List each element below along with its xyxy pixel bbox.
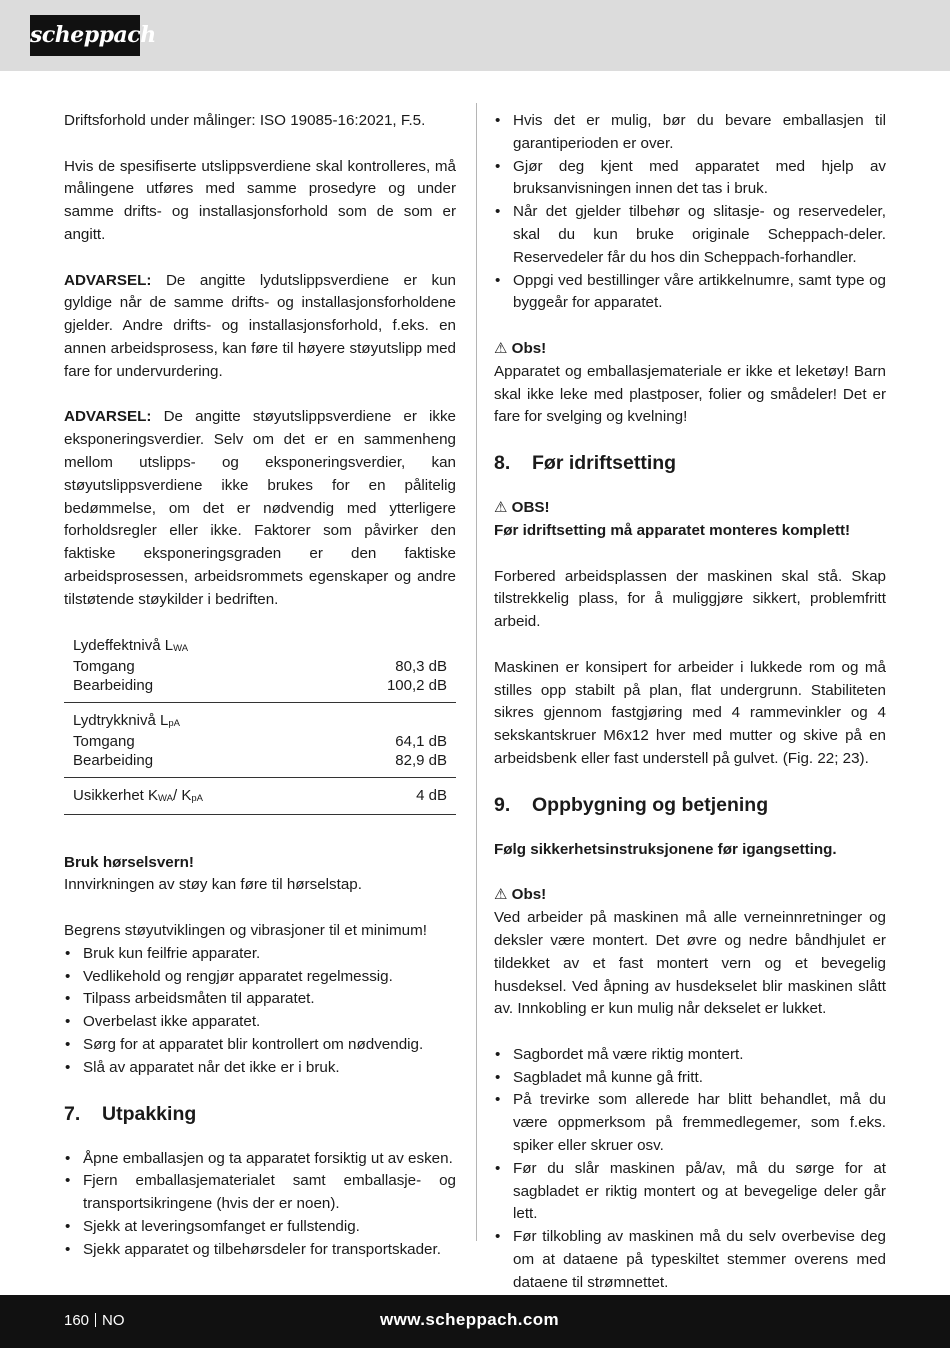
list-item: • Før du slår maskinen på/av, må du sørge for at sagbladet er riktig montert og at bevegelige deler går lett. [494,1158,886,1226]
list-item: • Oppgi ved bestillinger våre artikkelnumre, samt type og byggeår for apparatet. [494,270,886,316]
list-item: • Gjør deg kjent med apparatet med hjelp av bruksanvisningen innen det tas i bruk. [494,156,886,202]
warning-sound-emission: ADVARSEL: De angitte lydutslippsverdiene er kun gyldige når de samme drifts- og installasjonsforholdene gjelder. Andre drifts- og installasjonsforhold, f.eks. en annen arbeidsprosess, kan føre til høyere støyutslipp med fare for undervurdering. [64,271,456,380]
warning-label: ADVARSEL: [64,408,152,426]
table-row: Tomgang 80,3 dB [73,657,447,675]
workplace-paragraph: Forbered arbeidsplassen der maskinen skal stå. Skap tilstrekkelig plass, for å muliggjøre sikkert, problemfritt arbeid. [494,567,886,631]
list-item: • Sagbladet må kunne gå fritt. [494,1067,886,1090]
column-divider [476,103,477,1241]
hearing-protection-heading: Bruk hørselsvern! [64,853,194,871]
table-row: Lydeffektnivå $L_{WA}$ [73,636,189,654]
obs-assembly-warning: Før idriftsetting må apparatet monteres komplett! [494,521,851,539]
list-item: • Åpne emballasjen og ta apparatet forsiktig ut av esken. [64,1148,456,1171]
table-row: Bearbeiding 82,9 dB [64,751,456,778]
list-item: • Sørg for at apparatet blir kontrollert om nødvendig. [64,1034,456,1057]
section-7-heading: 7. Utpakking [64,1102,197,1125]
table-row: Bearbeiding 100,2 dB [64,676,456,703]
operation-checklist [494,1044,886,1295]
list-item: • Sjekk at leveringsomfanget er fullstendig. [64,1216,456,1239]
list-item: • Bruk kun feilfrie apparater. [64,943,456,966]
table-row: Tomgang 64,1 dB [73,732,447,750]
limit-noise-intro: Begrens støyutviklingen og vibrasjoner til et minimum! [64,921,427,939]
warning-label: ADVARSEL: [64,271,152,289]
obs-guard-warning: Ved arbeider på maskinen må alle verneinnretninger og deksler være montert. Det øvre og nedre båndhjulet er tildekket av et fast montert vern og et bevegelig husdeksel. Ved åpning av husdekselet blir maskinen slått av. Innkobling er kun mulig når dekselet er lukket. [494,909,886,1018]
list-item: • Hvis det er mulig, bør du bevare emballasjen til garantiperioden er over. [494,110,886,156]
section-9-heading: 9. Oppbygning og betjening [494,793,769,816]
list-item: • Slå av apparatet når det ikke er i bruk. [64,1057,456,1080]
list-item: • Fjern emballasjematerialet samt emballasje- og transportsikringene (hvis der er noen). [64,1170,456,1216]
list-item: • Overbelast ikke apparatet. [64,1011,456,1034]
table-row: Usikkerhet $K_{WA}/$ $K_{pA}$ 4 dB [64,777,456,814]
list-item: • Tilpass arbeidsmåten til apparatet. [64,988,456,1011]
noise-values-table [64,628,456,815]
installation-paragraph: Maskinen er konsipert for arbeider i lukkede rom og må stilles opp stabilt på plan, flat undergrunn. Stabiliteten sikres gjennom fastgjøring med 4 rammevinkler og 4 sekskantskruer M6x12 hver med mutter og skive på en arbeidsbenk eller fast understell på gulvet. (Fig. 22; 23). [494,658,886,767]
website-link[interactable]: www.scheppach.com [380,1310,560,1329]
separator [95,1313,96,1327]
right-column [494,110,886,1295]
footer-band [0,1295,950,1348]
warning-triangle-icon: ⚠ [494,339,508,357]
safety-instruction-note: Følg sikkerhetsinstruksjonene før igangsetting. [494,840,837,858]
header-band [0,0,950,71]
list-item: • Vedlikehold og rengjør apparatet regelmessig. [64,966,456,989]
scheppach-logo: scheppach [30,15,140,56]
measurement-conditions: Driftsforhold under målinger: ISO 19085-16:2021, F.5. [64,112,426,129]
table-row: Lydtrykknivå $L_{pA}$ [73,711,180,729]
obs-heading: ⚠ OBS! [494,497,886,520]
verification-paragraph: Hvis de spesifiserte utslippsverdiene skal kontrolleres, må målingene utføres med samme prosedyre og under samme drifts- og installasjonsforhold som de som er angitt. [64,157,456,243]
warning-triangle-icon: ⚠ [494,499,508,517]
unpacking-list [64,1148,456,1262]
obs-toy-warning: Apparatet og emballasjemateriale er ikke et leketøy! Barn skal ikke leke med plastposer, folier og smådeler! Det er fare for svelging og kvelning! [494,362,886,426]
hearing-protection-text: Innvirkningen av støy kan føre til hørselstap. [64,876,362,894]
list-item: • På trevirke som allerede har blitt behandlet, må du være oppmerksom på fremmedlegemer, som f.eks. spiker eller skruer osv. [494,1089,886,1157]
list-item: • Når det gjelder tilbehør og slitasje- og reservedeler, skal du kun bruke originale Scheppach-deler. Reservedeler får du hos din Scheppach-forhandler. [494,201,886,269]
obs-heading: ⚠ Obs! [494,884,886,907]
packaging-tips-list [494,110,886,315]
obs-heading: ⚠ Obs! [494,338,886,361]
page-number: 160 NO [64,1312,125,1329]
limit-noise-list [64,943,456,1080]
list-item: • Sjekk apparatet og tilbehørsdeler for transportskader. [64,1239,456,1262]
list-item: • Før tilkobling av maskinen må du selv overbevise deg om at dataene på typeskiltet stemmer overens med dataene til strømnettet. [494,1226,886,1294]
list-item: • Sagbordet må være riktig montert. [494,1044,886,1067]
warning-triangle-icon: ⚠ [494,886,508,904]
section-8-heading: 8. Før idriftsetting [494,452,677,475]
warning-exposure: ADVARSEL: De angitte støyutslippsverdiene er ikke eksponeringsverdier. Selv om det er en sammenheng mellom utslipps- og eksponeringsverdier, kan støyutslippsverdiene ikke brukes for en pålitelig bedømmelse, om det er nødvendig med ytterligere forholdsregler eller ikke. Faktorer som påvirker den faktiske eksponeringsgraden er den faktiske arbeidsprosessen, arbeidsrommets egenskaper og andre tilstøtende støykilder i bedriften. [64,408,456,608]
left-column [64,110,456,1261]
